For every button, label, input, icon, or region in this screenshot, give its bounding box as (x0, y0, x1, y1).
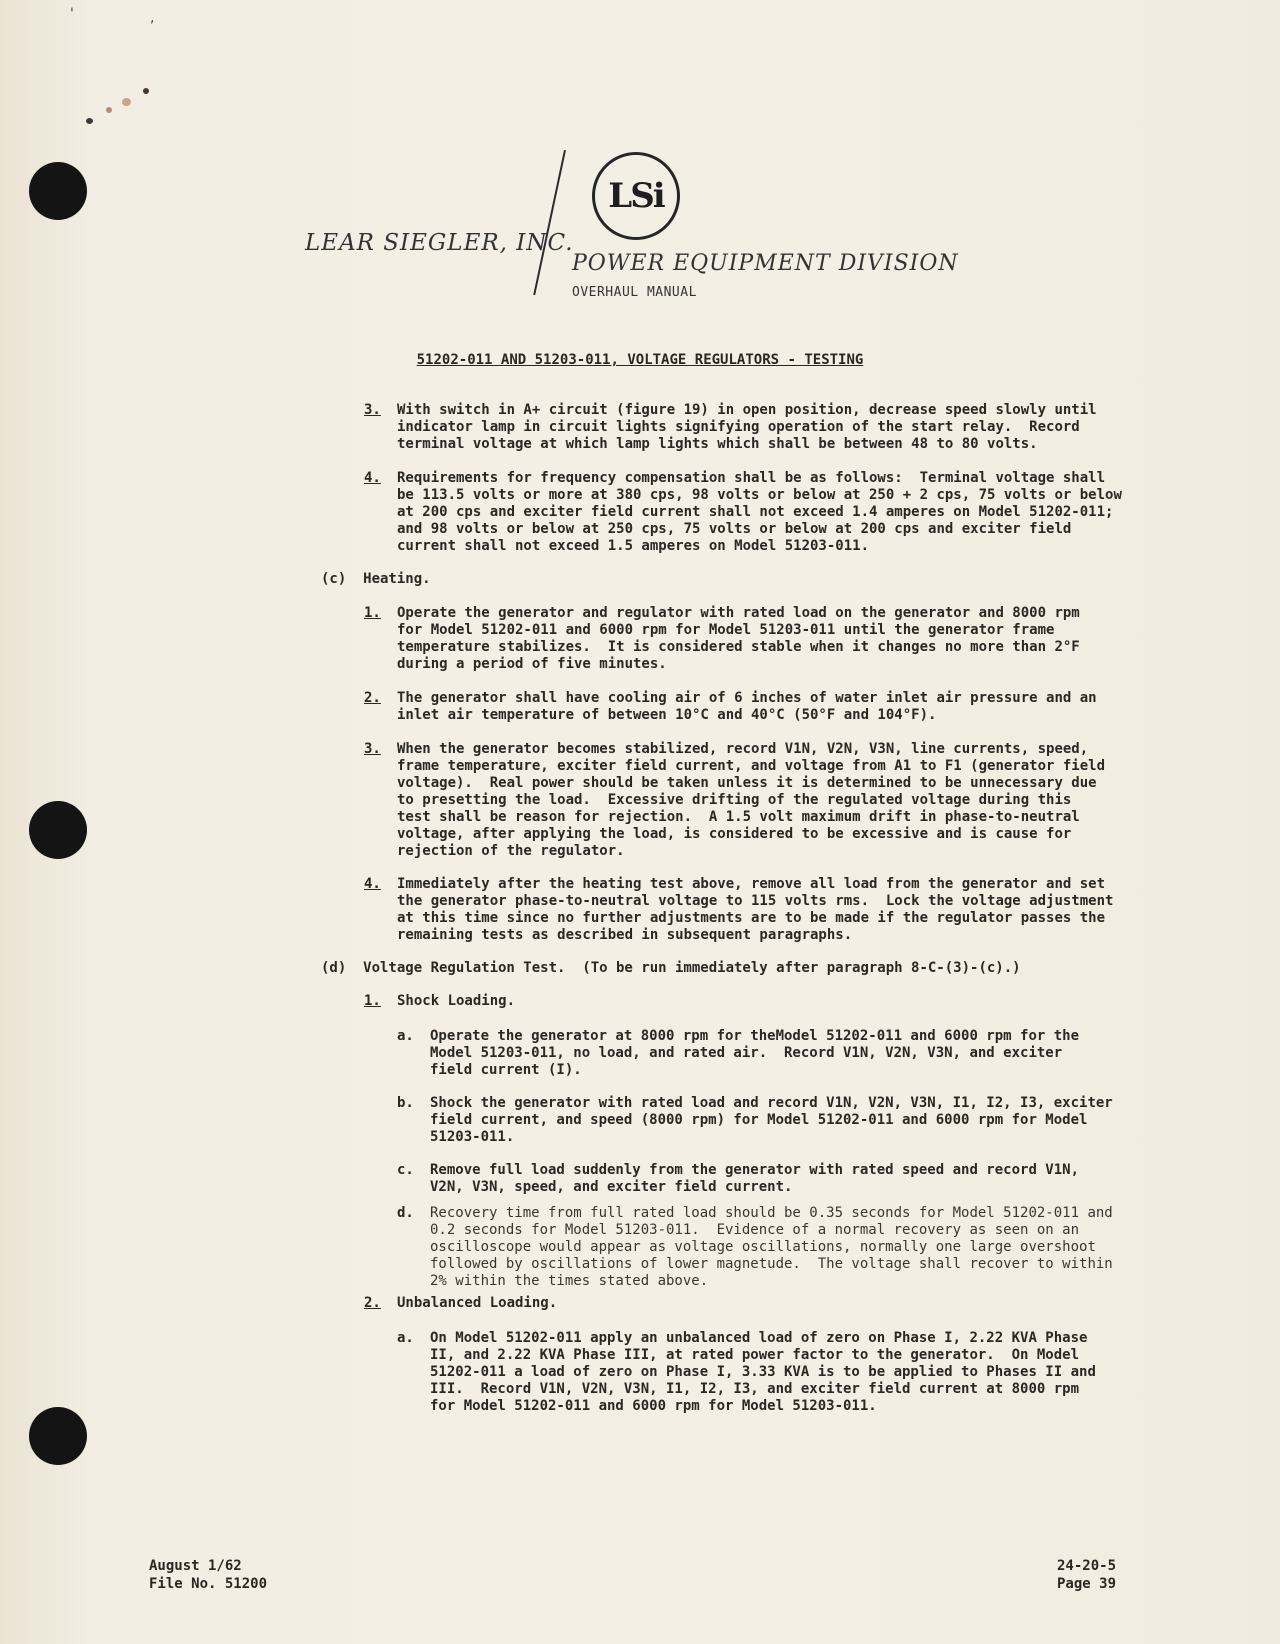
item-number: 3. (364, 402, 381, 418)
stain-mark (143, 88, 149, 94)
paragraph-start-relay: With switch in A+ circuit (figure 19) in open position, decrease speed slowly until indicator lamp in circuit lights signifying operation of the start relay. Record terminal voltage at which lamp lights which shall be between 48 to 80 volts. (397, 402, 1097, 452)
item-number: 3. (364, 741, 381, 757)
subsection-heading-voltage-regulation: (d) Voltage Regulation Test. (To be run immediately after paragraph 8-C-(3)-(c).) (321, 960, 1021, 976)
letterhead-divider-slash (533, 150, 566, 295)
manual-type: OVERHAUL MANUAL (572, 285, 697, 300)
paragraph-unbalanced-a: On Model 51202-011 apply an unbalanced load of zero on Phase I, 2.22 KVA Phase II, and 2.22 KVA Phase III, at rated power factor to the generator. On Model 51202-011 a load of zero on Phase I, 3.33 KVA is to be applied to Phases II and III. Record V1N, V2N, V3N, I1, I2, I3, and exciter field current at 8000 rpm for Model 51202-011 and 6000 rpm for Model 51203-011. (430, 1330, 1096, 1414)
subsection-heading-heating: (c) Heating. (321, 571, 431, 587)
item-number: 1. (364, 605, 381, 621)
paragraph-frequency-compensation: Requirements for frequency compensation shall be as follows: Terminal voltage shall be 113.5 volts or more at 380 cps, 98 volts or below at 250 + 2 cps, 75 volts or below at 200 cps and exciter field current shall not exceed 1.4 amperes on Model 51202-011; and 98 volts or below at 250 cps, 75 volts or below at 200 cps and exciter field current shall not exceed 1.5 amperes on Model 51203-011. (397, 470, 1122, 554)
item-letter: a. (397, 1330, 414, 1346)
lsi-logo: LSi (592, 152, 680, 240)
binder-hole-top (29, 162, 87, 220)
footer-date-file: August 1/62 File No. 51200 (149, 1558, 268, 1592)
item-letter: b. (397, 1095, 414, 1111)
stain-mark (106, 107, 112, 113)
item-number: 1. (364, 993, 381, 1009)
heading-unbalanced-loading: Unbalanced Loading. (397, 1295, 558, 1311)
item-letter: c. (397, 1162, 414, 1178)
binder-hole-bottom (29, 1407, 87, 1465)
paragraph-cooling-air: The generator shall have cooling air of 6 inches of water inlet air pressure and an inlet air temperature of between 10°C and 40°C (50°F and 104°F). (397, 690, 1097, 723)
corner-tick-mark: , (150, 10, 155, 26)
heading-shock-loading: Shock Loading. (397, 993, 516, 1009)
paragraph-shock-c: Remove full load suddenly from the generator with rated speed and record V1N, V2N, V3N, speed, and exciter field current. (430, 1162, 1080, 1195)
division-name: POWER EQUIPMENT DIVISION (572, 251, 959, 276)
paragraph-heating-operate: Operate the generator and regulator with rated load on the generator and 8000 rpm for Model 51202-011 and 6000 rpm for Model 51203-011 until the generator frame temperature stabilizes. It is considered stable when it changes no more than 2°F during a period of five minutes. (397, 605, 1080, 672)
item-number: 2. (364, 690, 381, 706)
footer-page-ref: 24-20-5 Page 39 (1057, 1558, 1117, 1592)
item-number: 2. (364, 1295, 381, 1311)
item-letter: d. (397, 1205, 414, 1221)
binder-hole-middle (29, 801, 87, 859)
paragraph-shock-b: Shock the generator with rated load and record V1N, V2N, V3N, I1, I2, I3, exciter field current, and speed (8000 rpm) for Model 51202-011 and 6000 rpm for Model 51203-011. (430, 1095, 1113, 1145)
paragraph-shock-a: Operate the generator at 8000 rpm for theModel 51202-011 and 6000 rpm for the Model 51203-011, no load, and rated air. Record V1N, V2N, V3N, and exciter field current (I). (430, 1028, 1080, 1078)
corner-tick-mark: ' (70, 6, 74, 22)
paragraph-stabilized-record: When the generator becomes stabilized, record V1N, V2N, V3N, line currents, speed, frame temperature, exciter field current, and voltage from A1 to F1 (generator field voltage). Real power should be taken unless it is determined to be unnecessary due to presetting the load. Excessive drifting of the regulated voltage during this test shall be reason for rejection. A 1.5 volt maximum drift in phase-to-neutral voltage, after applying the load, is considered to be excessive and is cause for rejection of the regulator. (397, 741, 1106, 859)
item-number: 4. (364, 876, 381, 892)
company-name: LEAR SIEGLER, INC. (305, 230, 574, 256)
paragraph-shock-d: Recovery time from full rated load should be 0.35 seconds for Model 51202-011 and 0.2 seconds for Model 51203-011. Evidence of a normal recovery as seen on an oscilloscope would appear as voltage oscillations, normally one large overshoot followed by oscillations of lower magnetude. The voltage shall recover to within 2% within the times stated above. (430, 1205, 1113, 1289)
item-number: 4. (364, 470, 381, 486)
stain-mark (86, 118, 93, 124)
section-title: 51202-011 AND 51203-011, VOLTAGE REGULATORS - TESTING (416, 352, 864, 368)
paragraph-after-heating: Immediately after the heating test above, remove all load from the generator and set the generator phase-to-neutral voltage to 115 volts rms. Lock the voltage adjustment at this time since no further adjustments are to be made if the regulator passes the remaining tests as described in subsequent paragraphs. (397, 876, 1114, 943)
item-letter: a. (397, 1028, 414, 1044)
stain-mark (122, 98, 131, 106)
